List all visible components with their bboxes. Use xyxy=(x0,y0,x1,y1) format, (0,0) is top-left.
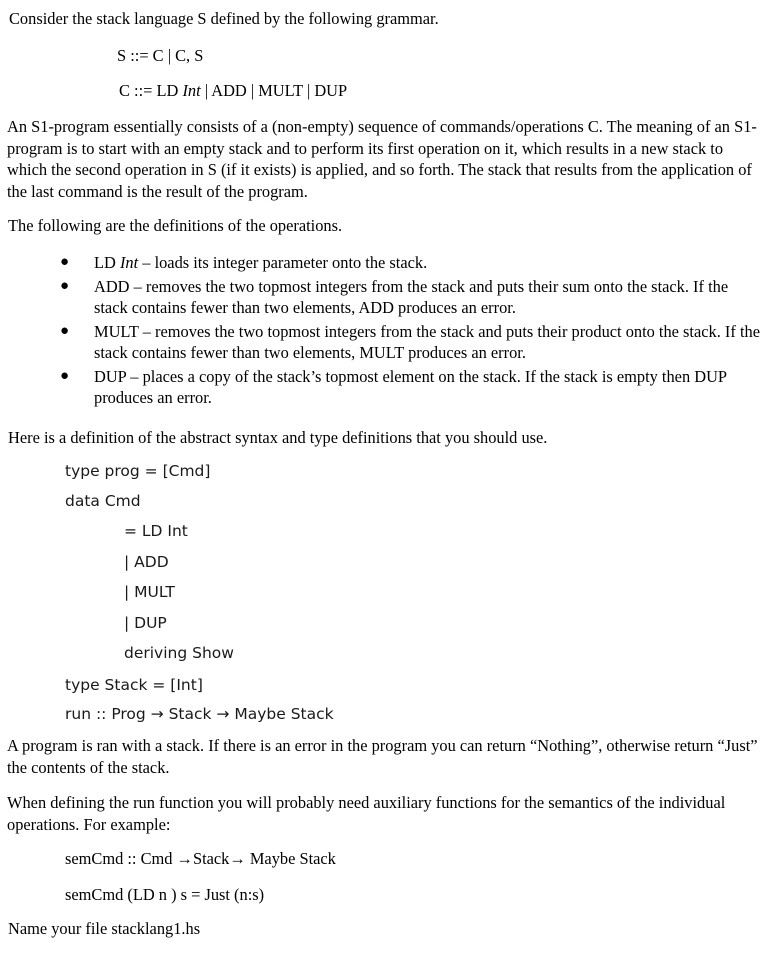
code-line-deriving: deriving Show xyxy=(124,644,234,662)
intro-text: Consider the stack language S defined by the following grammar. xyxy=(9,9,439,28)
code-line-type-stack: type Stack = [Int] xyxy=(65,676,203,694)
code-line-dup: | DUP xyxy=(124,614,167,632)
list-item-add xyxy=(60,276,765,319)
ld-rest: – loads its integer parameter onto the stack. xyxy=(138,253,428,272)
bullet-icon: ● xyxy=(60,254,70,270)
aux-line-signature: semCmd :: Cmd →Stack→ Maybe Stack xyxy=(65,849,336,868)
code-line-ld: = LD Int xyxy=(124,522,188,540)
syntax-heading: Here is a definition of the abstract syntax and type definitions that you should use. xyxy=(8,428,548,447)
footer-text: Name your file stacklang1.hs xyxy=(8,919,201,938)
code-line-run: run :: Prog → Stack → Maybe Stack xyxy=(65,705,334,723)
list-item-ld xyxy=(60,252,765,274)
mult-text: MULT – removes the two topmost integers from the stack and puts their product onto the stack. If the stack contains fewer than two elements, MULT produces an error. xyxy=(94,321,760,362)
code-line-mult: | MULT xyxy=(124,583,175,601)
code-line-add: | ADD xyxy=(124,553,169,571)
grammar-rule-c xyxy=(119,80,347,101)
ld-prefix: LD xyxy=(94,253,120,272)
add-text: ADD – removes the two topmost integers from the stack and puts their sum onto the stack. If the stack contains fewer than two elements, ADD produces an error. xyxy=(94,276,729,317)
bullet-icon: ● xyxy=(60,322,70,339)
dup-text: DUP – places a copy of the stack’s topmost element on the stack. If the stack is empty then DUP produces an error. xyxy=(94,366,727,407)
bullet-icon: ● xyxy=(60,277,70,294)
grammar-rule-c-int: Int xyxy=(182,81,201,100)
code-line-data-cmd: data Cmd xyxy=(65,492,141,510)
semantics-paragraph: An S1-program essentially consists of a (non-empty) sequence of commands/operations C. The meaning of an S1-program is to start with an empty stack and to perform its first operation on it, which results in a new stack to which the second operation in S (if it exists) is applied, and so forth. The stack that results from the application of the last command is the result of the program. xyxy=(7,117,757,201)
grammar-rule-c-prefix: C ::= LD xyxy=(119,81,183,100)
run-paragraph: A program is ran with a stack. If there is an error in the program you can return “Nothing”, otherwise return “Just” the contents of the stack. xyxy=(7,736,758,777)
aux-paragraph: When defining the run function you will probably need auxiliary functions for the semantics of the individual operations. For example: xyxy=(7,793,726,834)
grammar-rule-c-rest: | ADD | MULT | DUP xyxy=(200,81,348,100)
bullet-icon: ● xyxy=(60,367,70,384)
grammar-rule-s: S ::= C | C, S xyxy=(117,46,204,65)
list-item-dup xyxy=(60,366,765,409)
ld-int: Int xyxy=(119,253,139,272)
code-line-type-prog: type prog = [Cmd] xyxy=(65,462,211,480)
list-item-mult xyxy=(60,321,765,364)
aux-line-definition: semCmd (LD n ) s = Just (n:s) xyxy=(65,885,265,904)
operations-list xyxy=(60,252,765,411)
operations-heading: The following are the definitions of the operations. xyxy=(8,216,343,235)
